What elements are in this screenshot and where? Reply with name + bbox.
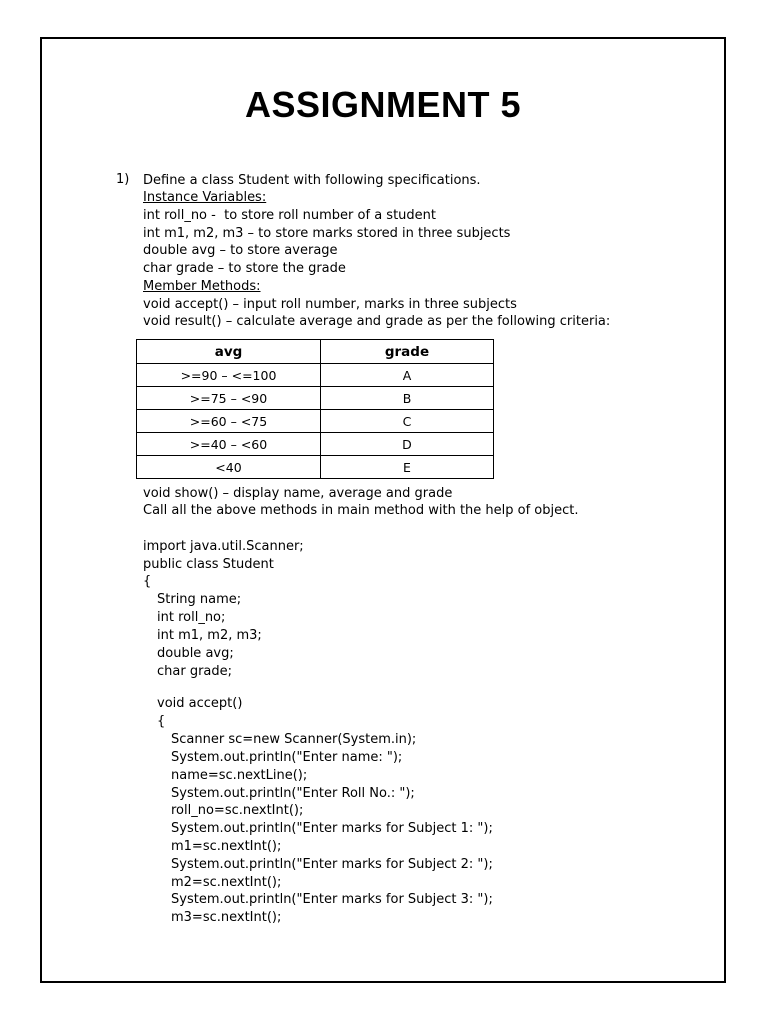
code-line: void accept(): [157, 696, 243, 711]
code-line: int roll_no;: [157, 610, 226, 625]
code-line: System.out.println("Enter marks for Subject 2: ");: [171, 857, 493, 872]
member-methods-heading: Member Methods:: [143, 279, 261, 294]
code-line: System.out.println("Enter name: ");: [171, 750, 403, 765]
table-header-grade: grade: [321, 340, 494, 364]
code-line: System.out.println("Enter marks for Subject 1: ");: [171, 821, 493, 836]
table-row: [137, 387, 494, 410]
code-line: public class Student: [143, 557, 274, 572]
instance-variable-line: int roll_no - to store roll number of a student: [143, 208, 436, 223]
after-table-line: void show() – display name, average and grade: [143, 486, 453, 501]
table-row: [137, 364, 494, 387]
grade-criteria-table: [136, 339, 494, 479]
member-method-line: void result() – calculate average and grade as per the following criteria:: [143, 314, 611, 329]
code-line: roll_no=sc.nextInt();: [171, 803, 304, 818]
code-line: System.out.println("Enter marks for Subject 3: ");: [171, 892, 493, 907]
grade-cell: C: [321, 410, 494, 433]
instance-variable-line: double avg – to store average: [143, 243, 338, 258]
code-line: m2=sc.nextInt();: [171, 875, 282, 890]
code-line: String name;: [157, 592, 242, 607]
table-row: [137, 433, 494, 456]
code-line: m3=sc.nextInt();: [171, 910, 282, 925]
question-number: 1): [116, 172, 130, 187]
question-intro: Define a class Student with following specifications.: [143, 173, 481, 188]
table-header-avg: avg: [137, 340, 321, 364]
code-line: double avg;: [157, 646, 234, 661]
member-method-line: void accept() – input roll number, marks in three subjects: [143, 297, 517, 312]
grade-cell: B: [321, 387, 494, 410]
code-line: Scanner sc=new Scanner(System.in);: [171, 732, 417, 747]
code-line: name=sc.nextLine();: [171, 768, 308, 783]
avg-range-cell: >=60 – <75: [137, 410, 321, 433]
table-row: [137, 410, 494, 433]
code-line: char grade;: [157, 664, 233, 679]
avg-range-cell: >=75 – <90: [137, 387, 321, 410]
avg-range-cell: >=40 – <60: [137, 433, 321, 456]
code-line: {: [157, 714, 166, 729]
grade-cell: E: [321, 456, 494, 479]
table-row: [137, 456, 494, 479]
table-header-row: [137, 340, 494, 364]
code-line: {: [143, 574, 152, 589]
avg-range-cell: >=90 – <=100: [137, 364, 321, 387]
instance-variable-line: int m1, m2, m3 – to store marks stored in three subjects: [143, 226, 511, 241]
grade-cell: A: [321, 364, 494, 387]
code-line: m1=sc.nextInt();: [171, 839, 282, 854]
grade-cell: D: [321, 433, 494, 456]
instance-variables-heading: Instance Variables:: [143, 190, 267, 205]
avg-range-cell: <40: [137, 456, 321, 479]
code-line: int m1, m2, m3;: [157, 628, 262, 643]
code-line: import java.util.Scanner;: [143, 539, 304, 554]
page-title: ASSIGNMENT 5: [244, 84, 522, 125]
after-table-line: Call all the above methods in main method with the help of object.: [143, 503, 579, 518]
code-line: System.out.println("Enter Roll No.: ");: [171, 786, 415, 801]
instance-variable-line: char grade – to store the grade: [143, 261, 346, 276]
